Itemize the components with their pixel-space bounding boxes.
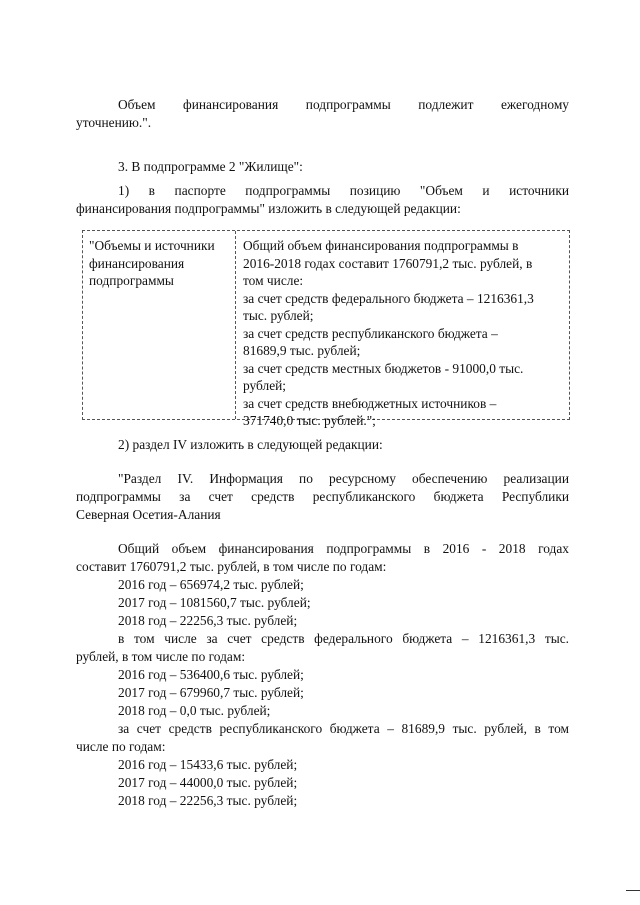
section-line-2: подпрограммы за счет средств республиканского бюджета Республики	[76, 489, 569, 504]
body-line: 2016 год – 656974,2 тыс. рублей;	[118, 577, 304, 592]
table-left-cell	[89, 237, 229, 290]
intro-paragraph	[76, 96, 569, 132]
intro-line-2: уточнению.".	[76, 115, 152, 130]
body-line: составит 1760791,2 тыс. рублей, в том числе по годам:	[76, 559, 387, 574]
table-left-line: финансирования	[89, 255, 185, 271]
table-left-line: подпрограммы	[89, 273, 174, 288]
table-right-line: тыс. рублей;	[243, 308, 314, 323]
table-left-line: "Объемы и источники	[89, 238, 215, 253]
body-line: 2017 год – 44000,0 тыс. рублей;	[118, 775, 298, 790]
body-line: 2016 год – 536400,6 тыс. рублей;	[118, 667, 304, 682]
item-2-text: 2) раздел IV изложить в следующей редакции:	[118, 437, 383, 452]
section-line-1: "Раздел IV. Информация по ресурсному обеспечению реализации	[118, 471, 569, 486]
table-right-line: за счет средств внебюджетных источников –	[243, 395, 497, 411]
body-line: 2017 год – 679960,7 тыс. рублей;	[118, 685, 304, 700]
body-line: рублей, в том числе по годам:	[76, 649, 246, 664]
item-3-heading	[76, 158, 569, 176]
table-right-line: за счет средств республиканского бюджета –	[243, 325, 498, 341]
item-1-line-1: 1) в паспорте подпрограммы позицию "Объем и источники	[118, 183, 569, 198]
item-1-line-2: финансирования подпрограммы" изложить в следующей редакции:	[76, 201, 461, 216]
table-right-line: за счет средств федерального бюджета – 1216361,3	[243, 290, 534, 306]
funding-body	[76, 540, 569, 810]
page-edge-mark	[626, 890, 640, 891]
body-line: в том числе за счет средств федерального бюджета – 1216361,3 тыс.	[118, 631, 569, 646]
table-right-line: за счет средств местных бюджетов - 91000,0 тыс.	[243, 360, 524, 376]
table-right-line: 371740,0 тыс. рублей.";	[243, 413, 376, 428]
table-right-line: рублей;	[243, 378, 287, 393]
table-right-line: 2016-2018 годах составит 1760791,2 тыс. рублей, в	[243, 255, 533, 271]
item-1-paragraph	[76, 182, 569, 218]
body-line: числе по годам:	[76, 739, 166, 754]
body-line: 2018 год – 0,0 тыс. рублей;	[118, 703, 271, 718]
table-right-line: том числе:	[243, 273, 304, 288]
body-line: Общий объем финансирования подпрограммы в 2016 - 2018 годах	[118, 541, 569, 556]
table-divider	[235, 231, 236, 419]
passport-table	[82, 230, 570, 428]
section-heading	[76, 470, 569, 524]
item-2-heading	[76, 436, 569, 454]
table-right-cell	[243, 237, 565, 430]
body-line: 2018 год – 22256,3 тыс. рублей;	[118, 613, 298, 628]
body-line: 2016 год – 15433,6 тыс. рублей;	[118, 757, 298, 772]
intro-line-1: Объем финансирования подпрограммы подлежит ежегодному	[118, 97, 569, 112]
table-right-line: 81689,9 тыс. рублей;	[243, 343, 361, 358]
section-line-3: Северная Осетия-Алания	[76, 507, 221, 522]
body-line: за счет средств республиканского бюджета – 81689,9 тыс. рублей, в том	[118, 721, 569, 736]
body-line: 2017 год – 1081560,7 тыс. рублей;	[118, 595, 311, 610]
table-right-line: Общий объем финансирования подпрограммы в	[243, 238, 519, 253]
item-3-text: 3. В подпрограмме 2 "Жилище":	[118, 159, 303, 174]
body-line: 2018 год – 22256,3 тыс. рублей;	[118, 793, 298, 808]
